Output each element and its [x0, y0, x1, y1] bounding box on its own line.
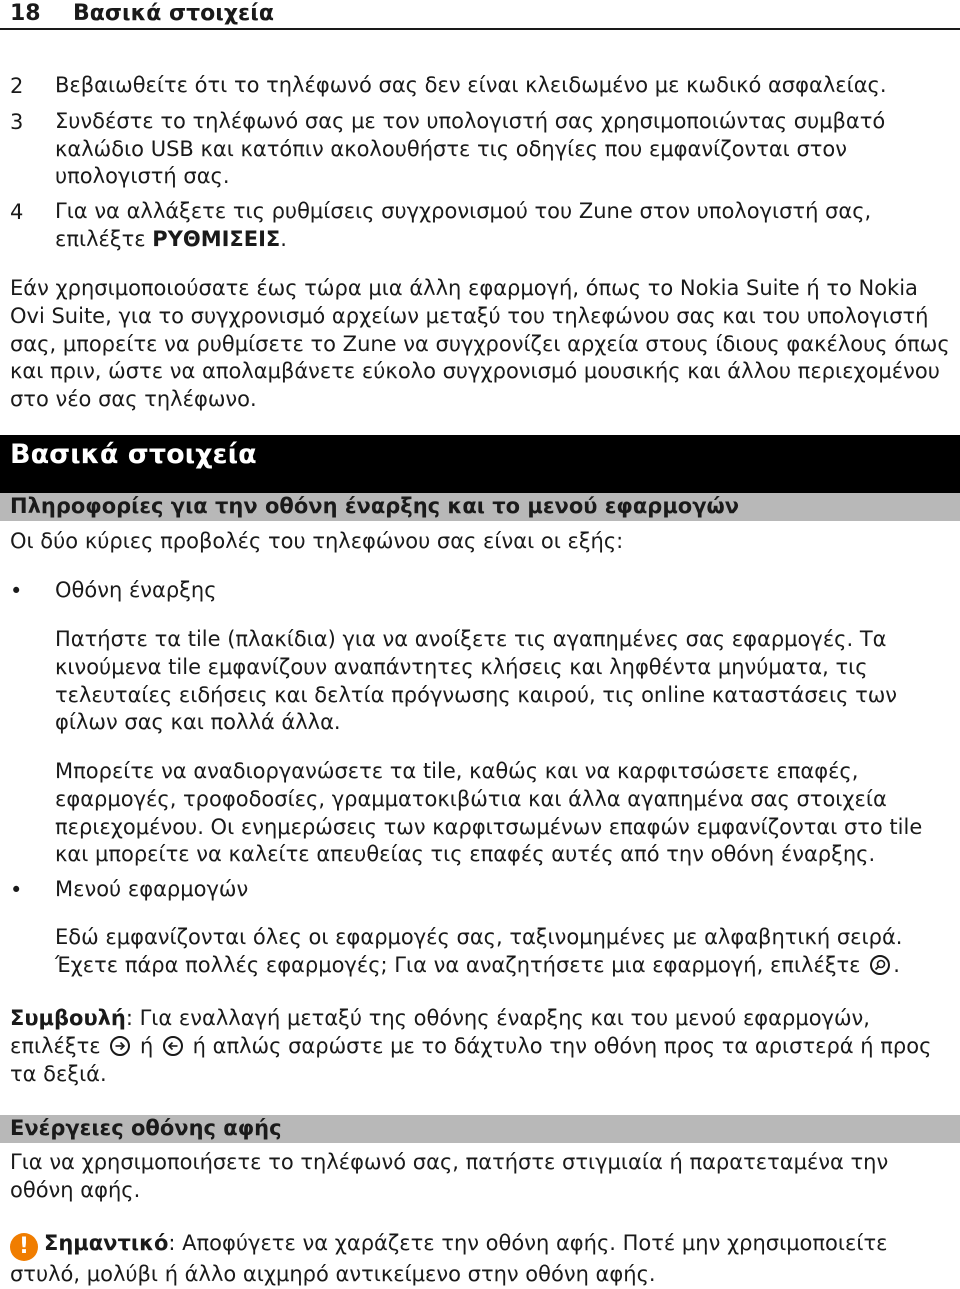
important-label: Σημαντικό: [44, 1231, 169, 1255]
settings-term: ΡΥΘΜΙΣΕΙΣ: [152, 226, 281, 251]
step-number: 2: [10, 74, 24, 98]
tip-text-end: ή απλώς σαρώστε με το δάχτυλο την οθόνη προς τα αριστερά ή προς τα δεξιά.: [10, 1033, 932, 1086]
bullet-marker: •: [10, 878, 23, 902]
step-text: [55, 198, 950, 253]
subsection-heading-touch: [0, 1115, 960, 1143]
page-header-title: Βασικά στοιχεία: [73, 1, 274, 26]
list-item-paragraph: [55, 924, 955, 980]
tip-or: ή: [133, 1033, 160, 1058]
lead-text: Οι δύο κύριες προβολές του τηλεφώνου σας είναι οι εξής:: [10, 529, 624, 553]
tip-paragraph: [10, 1005, 955, 1088]
search-icon: [870, 955, 890, 975]
section-title: Βασικά στοιχεία: [10, 439, 257, 470]
list-item-paragraph: Πατήστε τα tile (πλακίδια) για να ανοίξετε τις αγαπημένες σας εφαρμογές. Τα κινούμενα tile εμφανίζουν αναπάντητες κλήσεις και ληφθέντα μηνύματα, τις τελευταίες ειδήσεις και δελτία πρόγνωσης καιρού, τις online καταστάσεις των φίλων σας και πολλά άλλα.: [55, 627, 898, 735]
tip-label: Συμβουλή: [10, 1006, 126, 1030]
list-item-title: Μενού εφαρμογών: [55, 877, 249, 901]
page-header: [0, 0, 960, 30]
list-item-title: Οθόνη έναρξης: [55, 578, 217, 602]
list-item-tail: .: [893, 952, 900, 977]
step-text: Βεβαιωθείτε ότι το τηλέφωνό σας δεν είναι κλειδωμένο με κωδικό ασφαλείας.: [55, 73, 887, 97]
step-number: 3: [10, 110, 24, 134]
section-heading: [0, 435, 960, 493]
step-number: 4: [10, 200, 24, 224]
subsection-title: Ενέργειες οθόνης αφής: [10, 1116, 282, 1140]
important-paragraph: [10, 1230, 955, 1289]
important-icon: !: [10, 1233, 38, 1261]
subsection-heading-home: [0, 493, 960, 521]
step-text-tail: .: [280, 226, 287, 251]
list-item-text: Εδώ εμφανίζονται όλες οι εφαρμογές σας, ταξινομημένες με αλφαβητική σειρά. Έχετε πάρα πολλές εφαρμογές; Για να αναζητήσετε μια εφαρμογή, επιλέξτε: [55, 925, 903, 977]
page-number: 18: [10, 1, 41, 26]
step-text: Συνδέστε το τηλέφωνό σας με τον υπολογιστή σας χρησιμοποιώντας συμβατό καλώδιο USB και κατόπιν ακολουθήστε τις οδηγίες που εμφανίζονται στον υπολογιστή σας.: [55, 109, 886, 188]
list-item-paragraph: Μπορείτε να αναδιοργανώσετε τα tile, καθώς και να καρφιτσώσετε επαφές, εφαρμογές, τροφοδοσίες, γραμματοκιβώτια και άλλα αγαπημένα σας στοιχεία περιεχομένου. Οι ενημερώσεις των καρφιτσωμένων επαφών εμφανίζονται στο tile και μπορείτε να καλείτε απευθείας τις επαφές αυτές από την οθόνη έναρξης.: [55, 759, 923, 867]
step-text-main: Για να αλλάξετε τις ρυθμίσεις συγχρονισμού του Zune στον υπολογιστή σας, επιλέξτε: [55, 199, 872, 251]
subsection-title: Πληροφορίες για την οθόνη έναρξης και το μενού εφαρμογών: [10, 494, 740, 518]
arrow-right-icon: [110, 1036, 130, 1056]
arrow-left-icon: [163, 1036, 183, 1056]
intro-paragraph: Εάν χρησιμοποιούσατε έως τώρα μια άλλη εφαρμογή, όπως το Nokia Suite ή το Nokia Ovi Suite, για το συγχρονισμό αρχείων μεταξύ του τηλεφώνου σας και του υπολογιστή σας, μπορείτε να ρυθμίσετε το Zune να συγχρονίζει αρχεία στους ίδιους φακέλους όπως και πριν, ώστε να απολαμβάνετε εύκολο συγχρονισμό μουσικής και άλλου περιεχομένου στο νέο σας τηλέφωνο.: [10, 276, 950, 412]
bullet-marker: •: [10, 579, 23, 603]
tip-text: : Για εναλλαγή μεταξύ της οθόνης έναρξης και του μενού εφαρμογών, επιλέξτε: [10, 1006, 870, 1058]
important-text: : Αποφύγετε να χαράζετε την οθόνη αφής. Ποτέ μην χρησιμοποιείτε στυλό, μολύβι ή άλλο αιχμηρό αντικείμενο στην οθόνη αφής.: [10, 1231, 888, 1286]
touch-paragraph: Για να χρησιμοποιήσετε το τηλέφωνό σας, πατήστε στιγμιαία ή παρατεταμένα την οθόνη αφής.: [10, 1150, 889, 1202]
